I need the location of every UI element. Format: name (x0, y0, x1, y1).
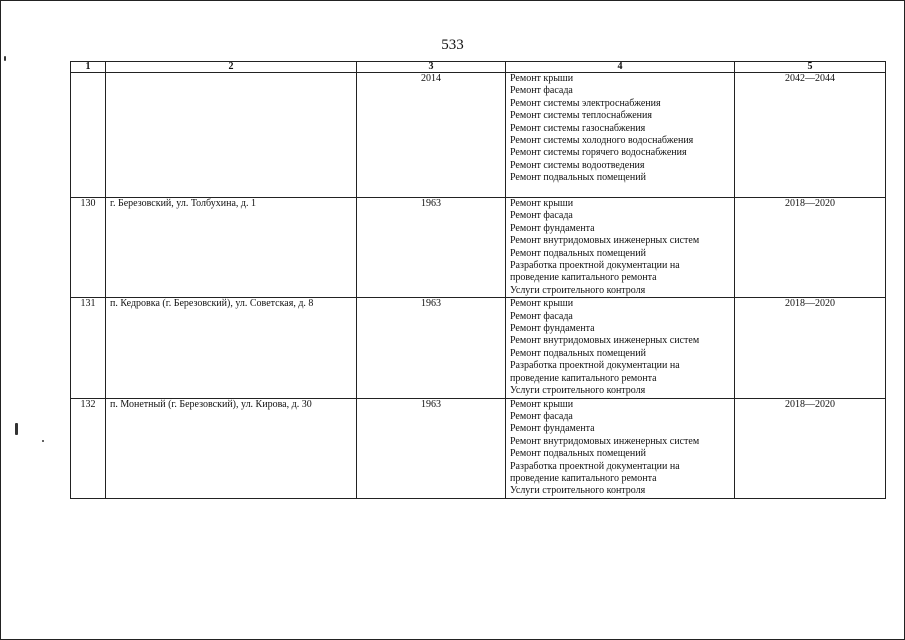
table-row (71, 198, 886, 298)
row-number-cell: 132 (71, 398, 106, 498)
work-item: Ремонт системы холодного водоснабжения (510, 135, 694, 147)
work-item: Ремонт системы водоотведения (510, 159, 645, 171)
work-item: Ремонт системы электроснабжения (510, 97, 661, 109)
work-item: Ремонт подвальных помещений (510, 247, 646, 259)
work-item: Ремонт внутридомовых инженерных систем (510, 435, 700, 447)
address-cell (106, 73, 357, 198)
page-number: 533 (441, 37, 464, 53)
work-item: Ремонт фасада (510, 310, 573, 322)
year-cell: 1963 (357, 398, 506, 498)
work-item: Ремонт крыши (510, 198, 574, 209)
year-cell: 1963 (357, 198, 506, 298)
column-header-5: 5 (735, 62, 886, 73)
repair-schedule-table (70, 61, 886, 499)
column-header-1: 1 (71, 62, 106, 73)
work-item: Ремонт внутридомовых инженерных систем (510, 235, 700, 247)
period-cell: 2018—2020 (735, 198, 886, 298)
row-number-cell: 130 (71, 198, 106, 298)
works-cell (506, 73, 735, 198)
work-item: Ремонт фасада (510, 410, 573, 422)
work-item: проведение капитального ремонта (510, 272, 657, 284)
work-item: Ремонт подвальных помещений (510, 172, 646, 184)
scan-speck (4, 56, 6, 61)
work-item: Разработка проектной документации на (510, 260, 680, 272)
column-header-4: 4 (506, 62, 735, 73)
work-item: Ремонт системы горячего водоснабжения (510, 147, 687, 159)
works-cell (506, 198, 735, 298)
work-item: Ремонт крыши (510, 73, 574, 84)
work-item: проведение капитального ремонта (510, 472, 657, 484)
work-item: Услуги строительного контроля (510, 284, 646, 296)
row-number-cell: 131 (71, 298, 106, 398)
work-item: Ремонт фундамента (510, 423, 595, 435)
work-item: Ремонт крыши (510, 298, 574, 310)
work-item: Ремонт подвальных помещений (510, 347, 646, 359)
scan-speck (15, 423, 18, 435)
works-cell (506, 298, 735, 398)
period-cell: 2042—2044 (735, 73, 886, 198)
address-cell: п. Монетный (г. Березовский), ул. Кирова, д. 30 (106, 398, 357, 498)
period-cell: 2018—2020 (735, 298, 886, 398)
work-item: Услуги строительного контроля (510, 385, 646, 397)
year-cell: 2014 (357, 73, 506, 198)
table-row (71, 73, 886, 198)
column-header-3: 3 (357, 62, 506, 73)
row-number-cell (71, 73, 106, 198)
year-cell: 1963 (357, 298, 506, 398)
table-row (71, 298, 886, 398)
address-cell: п. Кедровка (г. Березовский), ул. Советская, д. 8 (106, 298, 357, 398)
work-item: Ремонт крыши (510, 398, 574, 410)
work-item: Ремонт системы теплоснабжения (510, 110, 652, 122)
work-item: Ремонт фундамента (510, 323, 595, 335)
works-cell (506, 398, 735, 498)
work-item: Разработка проектной документации на (510, 460, 680, 472)
work-item: Ремонт внутридомовых инженерных систем (510, 335, 700, 347)
period-cell: 2018—2020 (735, 398, 886, 498)
work-item: Ремонт фасада (510, 210, 573, 222)
work-item: Разработка проектной документации на (510, 360, 680, 372)
work-item: Ремонт системы газоснабжения (510, 122, 646, 134)
work-item: Ремонт фундамента (510, 222, 595, 234)
work-item: проведение капитального ремонта (510, 372, 657, 384)
work-item: Ремонт подвальных помещений (510, 448, 646, 460)
work-item: Ремонт фасада (510, 85, 573, 97)
work-item: Услуги строительного контроля (510, 485, 646, 497)
scan-speck (42, 440, 44, 442)
column-header-2: 2 (106, 62, 357, 73)
table-row (71, 398, 886, 498)
address-cell: г. Березовский, ул. Толбухина, д. 1 (106, 198, 357, 298)
column-number-row (71, 62, 886, 73)
